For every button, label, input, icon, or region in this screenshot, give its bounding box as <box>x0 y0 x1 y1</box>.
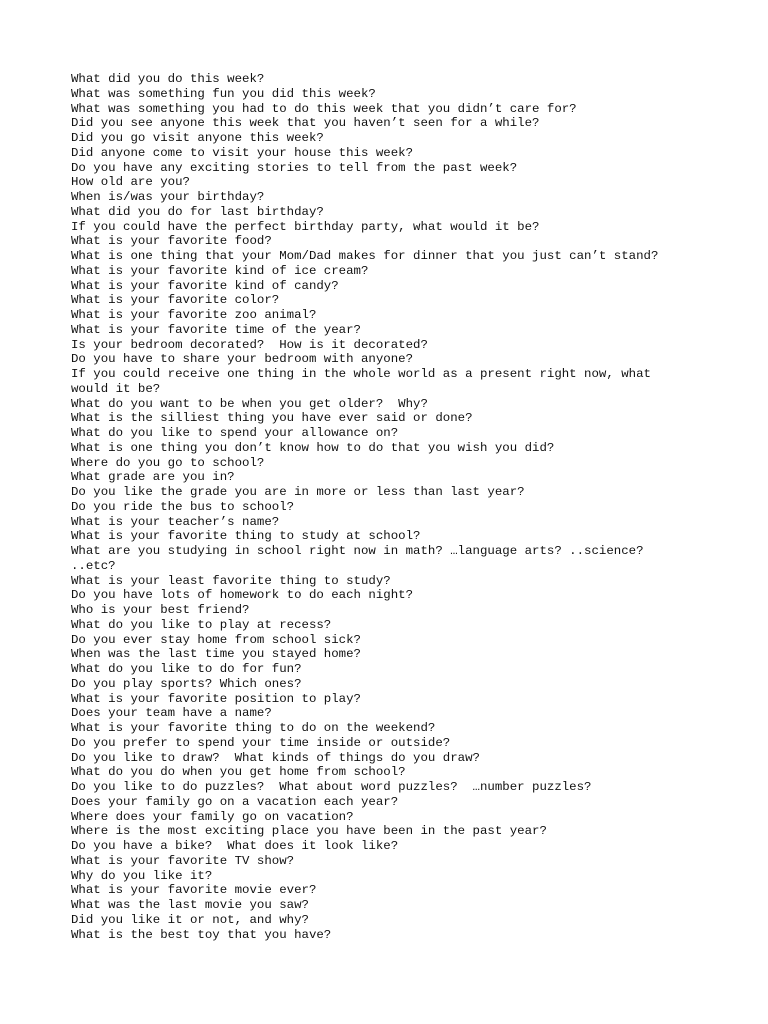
question-line: What is one thing that your Mom/Dad makes for dinner that you just can’t stand? <box>71 249 659 263</box>
question-line: Do you like to do puzzles? What about word puzzles? …number puzzles? <box>71 780 592 794</box>
question-line: What is your teacher’s name? <box>71 514 280 529</box>
question-line: Do you play sports? Which ones? <box>71 676 302 691</box>
question-line: Do you ride the bus to school? <box>71 499 295 514</box>
question-line: Where do you go to school? <box>71 455 265 470</box>
question-line: Do you have a bike? What does it look like? <box>71 839 399 853</box>
question-line: Do you like to draw? What kinds of things do you draw? <box>71 750 480 765</box>
question-line: ..etc? <box>71 558 116 573</box>
question-line: What do you want to be when you get older? Why? <box>71 396 428 411</box>
question-line: What did you do this week? <box>71 72 265 86</box>
question-line: Do you have any exciting stories to tell from the past week? <box>71 160 518 175</box>
question-line: Where is the most exciting place you have been in the past year? <box>71 824 547 839</box>
question-line: What do you like to do for fun? <box>71 662 302 676</box>
question-line: Does your team have a name? <box>71 706 272 721</box>
question-line: What was the last movie you saw? <box>71 898 309 912</box>
question-line: What is your least favorite thing to study? <box>71 573 391 588</box>
question-line: Do you prefer to spend your time inside or outside? <box>71 735 451 750</box>
document-page <box>71 72 691 942</box>
question-line: Does your family go on a vacation each year? <box>71 794 399 809</box>
question-line: What is your favorite color? <box>71 293 280 308</box>
question-line: Is your bedroom decorated? How is it decorated? <box>71 337 428 352</box>
question-line: What did you do for last birthday? <box>71 204 324 219</box>
question-line: What is your favorite kind of ice cream? <box>71 263 369 278</box>
question-line: What was something you had to do this week that you didn’t care for? <box>71 101 577 116</box>
question-line: What do you like to play at recess? <box>71 617 332 632</box>
question-line: If you could have the perfect birthday party, what would it be? <box>71 219 540 234</box>
question-line: What is one thing you don’t know how to do that you wish you did? <box>71 440 555 455</box>
question-line: What is your favorite time of the year? <box>71 322 361 337</box>
question-line: What is your favorite movie ever? <box>71 883 317 898</box>
question-line: What is the best toy that you have? <box>71 927 332 942</box>
question-line: Do you ever stay home from school sick? <box>71 632 361 647</box>
question-line: What is your favorite zoo animal? <box>71 308 317 322</box>
question-line: What are you studying in school right now in math? …language arts? ..science? <box>71 544 644 558</box>
question-line: Do you like the grade you are in more or less than last year? <box>71 485 525 499</box>
question-line: Did you see anyone this week that you haven’t seen for a while? <box>71 116 540 131</box>
question-line: What is your favorite thing to do on the weekend? <box>71 721 436 735</box>
question-line: Why do you like it? <box>71 868 213 883</box>
question-line: Do you have to share your bedroom with anyone? <box>71 352 414 367</box>
question-line: When was the last time you stayed home? <box>71 647 361 662</box>
question-line: What is your favorite thing to study at school? <box>71 529 421 544</box>
question-line: What is your favorite position to play? <box>71 691 361 706</box>
question-line: What is your favorite food? <box>71 234 272 249</box>
question-line: What was something fun you did this week? <box>71 86 376 101</box>
question-line: What do you like to spend your allowance on? <box>71 426 399 440</box>
question-line: Who is your best friend? <box>71 603 250 617</box>
question-line: Do you have lots of homework to do each night? <box>71 588 414 603</box>
question-line: Where does your family go on vacation? <box>71 809 354 824</box>
question-line: Did you go visit anyone this week? <box>71 131 324 145</box>
question-line: would it be? <box>71 381 161 396</box>
question-line: What is your favorite kind of candy? <box>71 278 339 293</box>
question-line: What is your favorite TV show? <box>71 853 295 868</box>
question-line: How old are you? <box>71 175 190 190</box>
question-line: If you could receive one thing in the whole world as a present right now, what <box>71 367 651 381</box>
question-list <box>71 72 691 942</box>
question-line: What grade are you in? <box>71 470 235 485</box>
question-line: When is/was your birthday? <box>71 190 265 204</box>
question-line: Did anyone come to visit your house this week? <box>71 145 414 160</box>
question-line: Did you like it or not, and why? <box>71 912 309 927</box>
question-line: What is the silliest thing you have ever said or done? <box>71 411 473 426</box>
question-line: What do you do when you get home from school? <box>71 765 406 780</box>
